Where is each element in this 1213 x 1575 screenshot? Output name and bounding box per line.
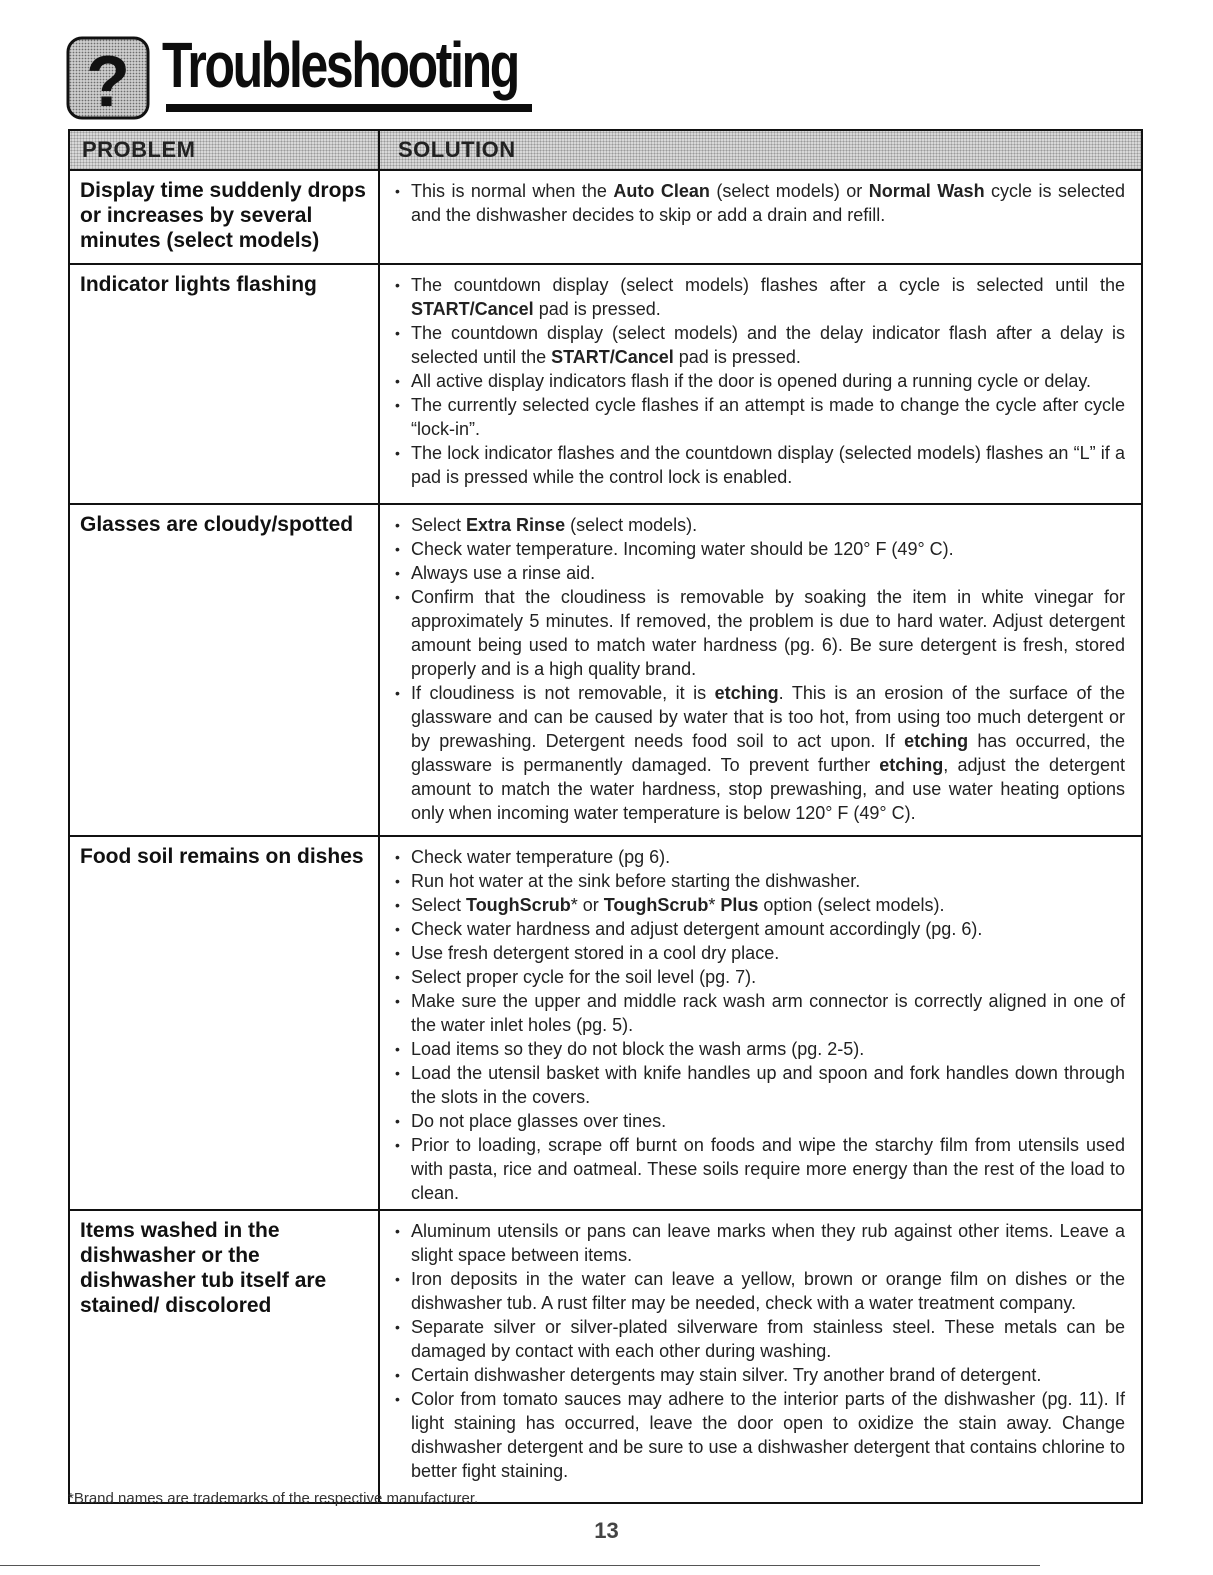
title-underline	[166, 104, 532, 112]
solution-item: • Select proper cycle for the soil level (pg. 7).	[392, 965, 1125, 989]
solution-item: • Always use a rinse aid.	[392, 561, 1125, 585]
problem-header-label: PROBLEM	[82, 137, 196, 162]
solution-item: • The countdown display (select models) and the delay indicator flash after a delay is selected until the START/Cancel pad is pressed.	[392, 321, 1125, 369]
solution-cell	[379, 264, 1142, 504]
solution-item: • Separate silver or silver-plated silverware from stainless steel. These metals can be damaged by contact with each other during washing.	[392, 1315, 1125, 1363]
solution-column-header	[379, 130, 1142, 170]
problem-text: Indicator lights flashing	[80, 273, 317, 296]
problem-cell	[69, 504, 379, 836]
solution-item: • Prior to loading, scrape off burnt on foods and wipe the starchy film from utensils used with pasta, rice and oatmeal. These soils require more energy than the rest of the load to clean.	[392, 1133, 1125, 1205]
solution-item: • Check water temperature (pg 6).	[392, 845, 1125, 869]
table-row	[69, 836, 1142, 1210]
page-number: 13	[594, 1518, 619, 1543]
solution-item: • The countdown display (select models) flashes after a cycle is selected until the START/Cancel pad is pressed.	[392, 273, 1125, 321]
solution-item: • Aluminum utensils or pans can leave marks when they rub against other items. Leave a slight space between items.	[392, 1219, 1125, 1267]
problem-text: Items washed in the dishwasher or the dishwasher tub itself are stained/ discolored	[80, 1219, 327, 1317]
solution-header-label: SOLUTION	[398, 137, 516, 162]
page-header	[66, 24, 536, 120]
table-row	[69, 264, 1142, 504]
solution-item: • Select ToughScrub* or ToughScrub* Plus option (select models).	[392, 893, 1125, 917]
solution-item: • This is normal when the Auto Clean (select models) or Normal Wash cycle is selected and the dishwasher decides to skip or add a drain and refill.	[392, 179, 1125, 227]
solution-list	[380, 171, 1141, 231]
svg-text:?: ?	[86, 42, 130, 120]
troubleshooting-table	[68, 129, 1143, 1504]
problem-text: Display time suddenly drops or increases by several minutes (select models)	[80, 179, 366, 252]
solution-item: • The lock indicator flashes and the countdown display (selected models) flashes an “L” if a pad is pressed while the control lock is enabled.	[392, 441, 1125, 489]
table-row	[69, 1210, 1142, 1503]
table-row	[69, 170, 1142, 264]
solution-item: • Confirm that the cloudiness is removable by soaking the item in white vinegar for approximately 5 minutes. If removed, the problem is due to hard water. Adjust detergent amount being used to match water hardness (pg. 6). Be sure detergent is fresh, stored properly and is a high quality brand.	[392, 585, 1125, 681]
solution-item: • Use fresh detergent stored in a cool dry place.	[392, 941, 1125, 965]
solution-item: • Check water hardness and adjust detergent amount accordingly (pg. 6).	[392, 917, 1125, 941]
solution-item: • Check water temperature. Incoming water should be 120° F (49° C).	[392, 537, 1125, 561]
solution-cell	[379, 170, 1142, 264]
solution-item: • If cloudiness is not removable, it is etching. This is an erosion of the surface of the glassware and can be caused by water that is too hot, from using too much detergent or by prewashing. Detergent needs food soil to act upon. If etching has occurred, the glassware is permanently damaged. To prevent further etching, adjust the detergent amount to match the water hardness, stop prewashing, and use water heating options only when incoming water temperature is below 120° F (49° C).	[392, 681, 1125, 825]
solution-item: • All active display indicators flash if the door is opened during a running cycle or delay.	[392, 369, 1125, 393]
solution-item: • Run hot water at the sink before starting the dishwasher.	[392, 869, 1125, 893]
problem-text: Food soil remains on dishes	[80, 845, 364, 868]
solution-item: • Iron deposits in the water can leave a yellow, brown or orange film on dishes or the dishwasher tub. A rust filter may be needed, check with a water treatment company.	[392, 1267, 1125, 1315]
page-title: Troubleshooting	[162, 29, 518, 101]
solution-cell	[379, 504, 1142, 836]
solution-item: • Color from tomato sauces may adhere to the interior parts of the dishwasher (pg. 11). If light staining has occurred, leave the door open to oxidize the stain away. Change dishwasher detergent and be sure to use a dishwasher detergent that contains chlorine to better fight staining.	[392, 1387, 1125, 1483]
solution-item: • Select Extra Rinse (select models).	[392, 513, 1125, 537]
solution-item: • Load the utensil basket with knife handles up and spoon and fork handles down through the slots in the covers.	[392, 1061, 1125, 1109]
bottom-rule	[0, 1565, 1040, 1566]
footnote: *Brand names are trademarks of the respective manufacturer.	[68, 1490, 479, 1507]
problem-column-header	[69, 130, 379, 170]
solution-list	[380, 1211, 1141, 1487]
table-row	[69, 504, 1142, 836]
solution-list	[380, 837, 1141, 1209]
problem-cell	[69, 1210, 379, 1503]
problem-text: Glasses are cloudy/spotted	[80, 513, 354, 536]
solution-item: • Do not place glasses over tines.	[392, 1109, 1125, 1133]
solution-item: • Certain dishwasher detergents may stain silver. Try another brand of detergent.	[392, 1363, 1125, 1387]
solution-item: • Load items so they do not block the wash arms (pg. 2-5).	[392, 1037, 1125, 1061]
problem-cell	[69, 264, 379, 504]
solution-list	[380, 505, 1141, 829]
solution-list	[380, 265, 1141, 493]
solution-cell	[379, 1210, 1142, 1503]
solution-item: • The currently selected cycle flashes if an attempt is made to change the cycle after cycle “lock-in”.	[392, 393, 1125, 441]
problem-cell	[69, 836, 379, 1210]
question-mark-icon	[66, 36, 150, 120]
troubleshooting-rows	[69, 170, 1142, 1503]
solution-item: • Make sure the upper and middle rack wash arm connector is correctly aligned in one of the water inlet holes (pg. 5).	[392, 989, 1125, 1037]
problem-cell	[69, 170, 379, 264]
solution-cell	[379, 836, 1142, 1210]
